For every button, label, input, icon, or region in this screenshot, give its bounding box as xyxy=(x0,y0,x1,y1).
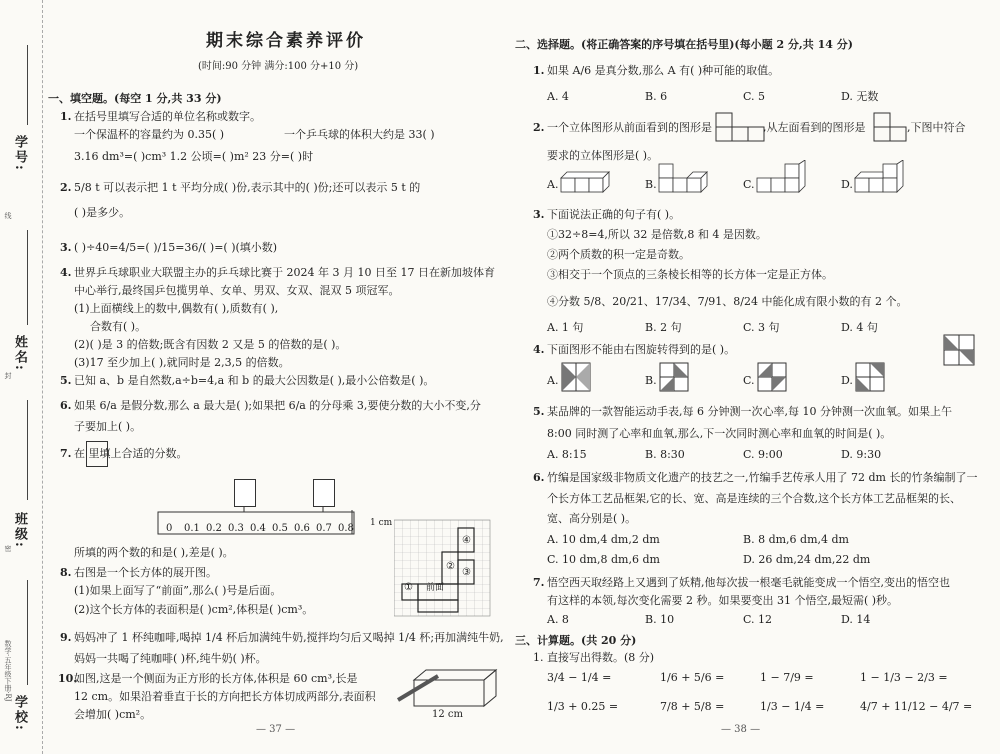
cube-stack-d-icon xyxy=(853,160,909,198)
left-page xyxy=(48,0,503,754)
q1-line3: 3.16 dm³=( )cm³ 1.2 公顷=( )m² 23 分=( )时 xyxy=(74,150,314,163)
r-q3-s4: ④分数 5/8、20/21、17/34、7/91、8/24 中能化成有限小数的有 2 个。 xyxy=(547,295,908,308)
r-q4-line1: 下面图形不能由右图旋转得到的是( )。 xyxy=(547,343,736,356)
r-q3-number: 3. xyxy=(533,208,545,221)
cuboid-knife-figure xyxy=(394,666,504,714)
q7-line2: 所填的两个数的和是( ),差是( )。 xyxy=(74,546,234,559)
section3-header: 三、计算题。(共 20 分) xyxy=(515,634,637,647)
q1-line2a: 一个保温杯的容量约为 0.35( ) xyxy=(74,128,225,141)
calc-expr-5: 1/3 + 0.25 = xyxy=(547,700,619,713)
r-q3-line1: 下面说法正确的句子有( )。 xyxy=(547,208,681,221)
r-q7-option-c[interactable]: C. 12 xyxy=(743,613,773,626)
shape-a-icon xyxy=(561,362,593,394)
r-q3-option-c[interactable]: C. 3 句 xyxy=(743,321,780,334)
school-line xyxy=(27,580,29,685)
q9-line2: 妈妈一共喝了纯咖啡( )杯,纯牛奶( )杯。 xyxy=(74,652,267,665)
length-label: 12 cm xyxy=(432,709,463,720)
q3-line1: ( )÷40=4/5=( )/15=36/( )=( )(填小数) xyxy=(74,241,278,254)
right-page xyxy=(515,0,985,754)
q1-number: 1. xyxy=(60,110,72,123)
q9-number: 9. xyxy=(60,631,72,644)
q4-line5: (2)( )是 3 的倍数;既含有因数 2 又是 5 的倍数的是( )。 xyxy=(74,338,347,351)
ruler-tick-2: 0.2 xyxy=(206,523,222,534)
r-q1-option-a[interactable]: A. 4 xyxy=(547,90,569,103)
r-q1-option-d[interactable]: D. 无数 xyxy=(841,90,879,103)
q8-line1: 右图是一个长方体的展开图。 xyxy=(74,566,217,579)
cube-stack-b-icon xyxy=(657,160,713,198)
q8-line3: (2)这个长方体的表面积是( )cm²,体积是( )cm³。 xyxy=(74,603,314,616)
ruler-tick-1: 0.1 xyxy=(184,523,200,534)
r-q3-option-b[interactable]: B. 2 句 xyxy=(645,321,682,334)
calc-expr-7: 1/3 − 1/4 = xyxy=(760,700,825,713)
cut-mark-2: 封 xyxy=(4,372,12,379)
r-q1-number: 1. xyxy=(533,64,545,77)
q2-number: 2. xyxy=(60,181,72,194)
r-q4-number: 4. xyxy=(533,343,545,356)
rotation-reference-shape xyxy=(943,334,977,368)
q10-number: 10. xyxy=(58,672,78,685)
r-q6-line1: 竹编是国家级非物质文化遗产的技艺之一,竹编手艺传承人用了 72 dm 长的竹条编制了一 xyxy=(547,471,978,484)
r-q3-s3: ③相交于一个顶点的三条棱长相等的长方体一定是正方体。 xyxy=(547,268,833,281)
r-q5-number: 5. xyxy=(533,405,545,418)
class-label: 班级: xyxy=(12,512,27,549)
q6-line2: 子要加上( )。 xyxy=(74,420,142,433)
shape-b-icon xyxy=(659,362,691,394)
name-label: 姓名: xyxy=(12,335,27,372)
r-q5-option-b[interactable]: B. 8:30 xyxy=(645,448,685,461)
r-q5-line1: 某品牌的一款智能运动手表,每 6 分钟测一次心率,每 10 分钟测一次血氧。如果上午 xyxy=(547,405,952,418)
r-q6-line3: 宽、高分别是( )。 xyxy=(547,512,637,525)
q7-number: 7. xyxy=(60,447,72,460)
q8-line2: (1)如果上面写了“前面”,那么( )号是后面。 xyxy=(74,584,282,597)
q9-line1: 妈妈冲了 1 杯纯咖啡,喝掉 1/4 杯后加满纯牛奶,搅拌均匀后又喝掉 1/4 杯;再加满纯牛奶, xyxy=(74,631,504,644)
r-q3-s2: ②两个质数的积一定是奇数。 xyxy=(547,248,690,261)
r-q7-option-a[interactable]: A. 8 xyxy=(547,613,569,626)
r-q2-option-b[interactable]: B. xyxy=(645,178,657,191)
q5-number: 5. xyxy=(60,374,72,387)
ruler-tick-6: 0.6 xyxy=(294,523,310,534)
q4-line2: 中心举行,最终国乒包揽男单、女单、男双、女双、混双 5 项冠军。 xyxy=(74,284,400,297)
ruler-tick-0: 0 xyxy=(166,523,173,534)
q4-line3: (1)上面横线上的数中,偶数有( ),质数有( ), xyxy=(74,302,279,315)
section1-header: 一、填空题。(每空 1 分,共 33 分) xyxy=(48,92,222,105)
calc-expr-6: 7/8 + 5/8 = xyxy=(660,700,725,713)
r-q2-line1b: ,从左面看到的图形是 xyxy=(763,121,866,134)
ruler-tick-8: 0.8 xyxy=(338,523,354,534)
ruler-tick-5: 0.5 xyxy=(272,523,288,534)
r-q6-option-a[interactable]: A. 10 dm,4 dm,2 dm xyxy=(547,533,660,546)
r-q1-option-b[interactable]: B. 6 xyxy=(645,90,668,103)
page-subtitle: (时间:90 分钟 满分:100 分+10 分) xyxy=(198,61,359,72)
r-q7-option-d[interactable]: D. 14 xyxy=(841,613,871,626)
q10-line2: 12 cm。如果沿着垂直于长的方向把长方体切成两部分,表面积 xyxy=(74,690,376,703)
q4-line6: (3)17 至少加上( ),就同时是 2,3,5 的倍数。 xyxy=(74,356,290,369)
r-q6-option-d[interactable]: D. 26 dm,24 dm,22 dm xyxy=(743,553,871,566)
face-label-4: ④ xyxy=(462,535,471,546)
student-id-line xyxy=(27,45,29,125)
q2-line1: 5/8 t 可以表示把 1 t 平均分成( )份,表示其中的( )份;还可以表示 5 t 的 xyxy=(74,181,421,194)
r-q6-option-c[interactable]: C. 10 dm,8 dm,6 dm xyxy=(547,553,660,566)
cuboid-net-grid xyxy=(394,512,494,620)
q7-answer-box-1[interactable] xyxy=(234,479,256,507)
r-q6-line2: 个长方体工艺品框架,它的长、宽、高是连续的三个合数,这个长方体工艺品框架的长、 xyxy=(547,492,961,505)
face-label-3: ③ xyxy=(462,567,471,578)
left-view-shape xyxy=(873,112,911,142)
r-q4-option-d[interactable]: D. xyxy=(841,374,853,387)
face-label-1: ① xyxy=(404,582,413,593)
q7-answer-box-2[interactable] xyxy=(313,479,335,507)
r-q5-option-c[interactable]: C. 9:00 xyxy=(743,448,783,461)
r-q4-option-c[interactable]: C. xyxy=(743,374,755,387)
r-q7-line1: 悟空西天取经路上又遇到了妖精,他每次拔一根毫毛就能变成一个悟空,变出的悟空也 xyxy=(547,576,950,589)
calc-expr-3: 1 − 7/9 = xyxy=(760,671,814,684)
cube-stack-a-icon xyxy=(559,164,615,198)
r-q7-option-b[interactable]: B. 10 xyxy=(645,613,675,626)
r-q2-option-d[interactable]: D. xyxy=(841,178,853,191)
grid-unit-label: 1 cm xyxy=(370,518,393,528)
r-q1-line1: 如果 A/6 是真分数,那么 A 有( )种可能的取值。 xyxy=(547,64,780,77)
student-id-label: 学号: xyxy=(12,135,27,172)
r-q6-number: 6. xyxy=(533,471,545,484)
page-number-right: — 38 — xyxy=(721,724,761,735)
q8-number: 8. xyxy=(60,566,72,579)
page-number-left: — 37 — xyxy=(256,724,296,735)
calc-expr-1: 3/4 − 1/4 = xyxy=(547,671,612,684)
q4-line4: 合数有( )。 xyxy=(90,320,147,333)
q2-line2: ( )是多少。 xyxy=(74,206,131,219)
q10-line3: 会增加( )cm²。 xyxy=(74,708,152,721)
q10-line1: 如图,这是一个侧面为正方形的长方体,体积是 60 cm³,长是 xyxy=(74,672,358,685)
shape-d-icon xyxy=(855,362,887,394)
r-q4-option-a[interactable]: A. xyxy=(547,374,559,387)
r-q7-line2: 有这样的本领,每次变化需要 2 秒。如果要变出 31 个悟空,最短需( )秒。 xyxy=(547,594,899,607)
r-q5-line2: 8:00 同时测了心率和血氧,那么,下一次同时测心率和血氧的时间是( )。 xyxy=(547,427,892,440)
r-q2-line1a: 一个立体图形从前面看到的图形是 xyxy=(547,121,712,134)
r-q5-option-a[interactable]: A. 8:15 xyxy=(547,448,587,461)
r-q5-option-d[interactable]: D. 9:30 xyxy=(841,448,882,461)
q4-line1: 世界乒乓球职业大联盟主办的乒乓球比赛于 2024 年 3 月 10 日至 17 日在新加坡体育 xyxy=(74,266,495,279)
r-q2-number: 2. xyxy=(533,121,545,134)
ruler-tick-3: 0.3 xyxy=(228,523,244,534)
q1-text: 在括号里填写合适的单位名称或数字。 xyxy=(74,110,261,123)
face-label-2: ② xyxy=(446,561,455,572)
shape-c-icon xyxy=(757,362,789,394)
page-title: 期末综合素养评价 xyxy=(206,31,366,51)
binding-margin xyxy=(0,0,43,754)
calc-subheader: 1. 直接写出得数。(8 分) xyxy=(533,651,655,664)
cut-mark-3: 密 xyxy=(4,545,12,552)
school-label: 学校: xyxy=(12,695,27,732)
book-info: 数学·五年级下册·RJ xyxy=(4,640,12,702)
r-q3-option-d[interactable]: D. 4 句 xyxy=(841,321,878,334)
ruler-tick-7: 0.7 xyxy=(316,523,332,534)
ruler-tick-4: 0.4 xyxy=(250,523,266,534)
calc-expr-4: 1 − 1/3 − 2/3 = xyxy=(860,671,948,684)
cuboid-top xyxy=(414,670,496,680)
r-q2-option-a[interactable]: A. xyxy=(547,178,559,191)
r-q7-number: 7. xyxy=(533,576,545,589)
calc-expr-2: 1/6 + 5/6 = xyxy=(660,671,725,684)
q3-number: 3. xyxy=(60,241,72,254)
cut-mark-1: 线 xyxy=(4,212,12,219)
cube-stack-c-icon xyxy=(755,160,811,198)
r-q3-s1: ①32÷8=4,所以 32 是倍数,8 和 4 是因数。 xyxy=(547,228,767,241)
cuboid-side xyxy=(484,670,496,706)
r-q3-option-a[interactable]: A. 1 句 xyxy=(547,321,584,334)
q4-number: 4. xyxy=(60,266,72,279)
name-line xyxy=(27,230,29,325)
class-line xyxy=(27,400,29,500)
calc-expr-8: 4/7 + 11/12 − 4/7 = xyxy=(860,700,973,713)
r-q2-option-c[interactable]: C. xyxy=(743,178,755,191)
face-front-label: 前面 xyxy=(426,583,445,593)
q6-number: 6. xyxy=(60,399,72,412)
q5-line1: 已知 a、b 是自然数,a÷b=4,a 和 b 的最大公因数是( ),最小公倍数是( )。 xyxy=(74,374,435,387)
q6-line1: 如果 6/a 是假分数,那么 a 最大是( );如果把 6/a 的分母乘 3,要使分数的大小不变,分 xyxy=(74,399,481,412)
r-q6-option-b[interactable]: B. 8 dm,6 dm,4 dm xyxy=(743,533,849,546)
r-q4-option-b[interactable]: B. xyxy=(645,374,657,387)
r-q2-line2: 要求的立体图形是( )。 xyxy=(547,149,659,162)
r-q2-line1c: ,下图中符合 xyxy=(907,121,966,134)
section2-header: 二、选择题。(将正确答案的序号填在括号里)(每小题 2 分,共 14 分) xyxy=(515,38,853,51)
r-q1-option-c[interactable]: C. 5 xyxy=(743,90,766,103)
q7-line1: 在 里填上合适的分数。 xyxy=(74,447,188,460)
q7-inline-box xyxy=(86,441,108,467)
front-view-shape xyxy=(715,112,769,142)
q1-line2b: 一个乒乓球的体积大约是 33( ) xyxy=(284,128,435,141)
